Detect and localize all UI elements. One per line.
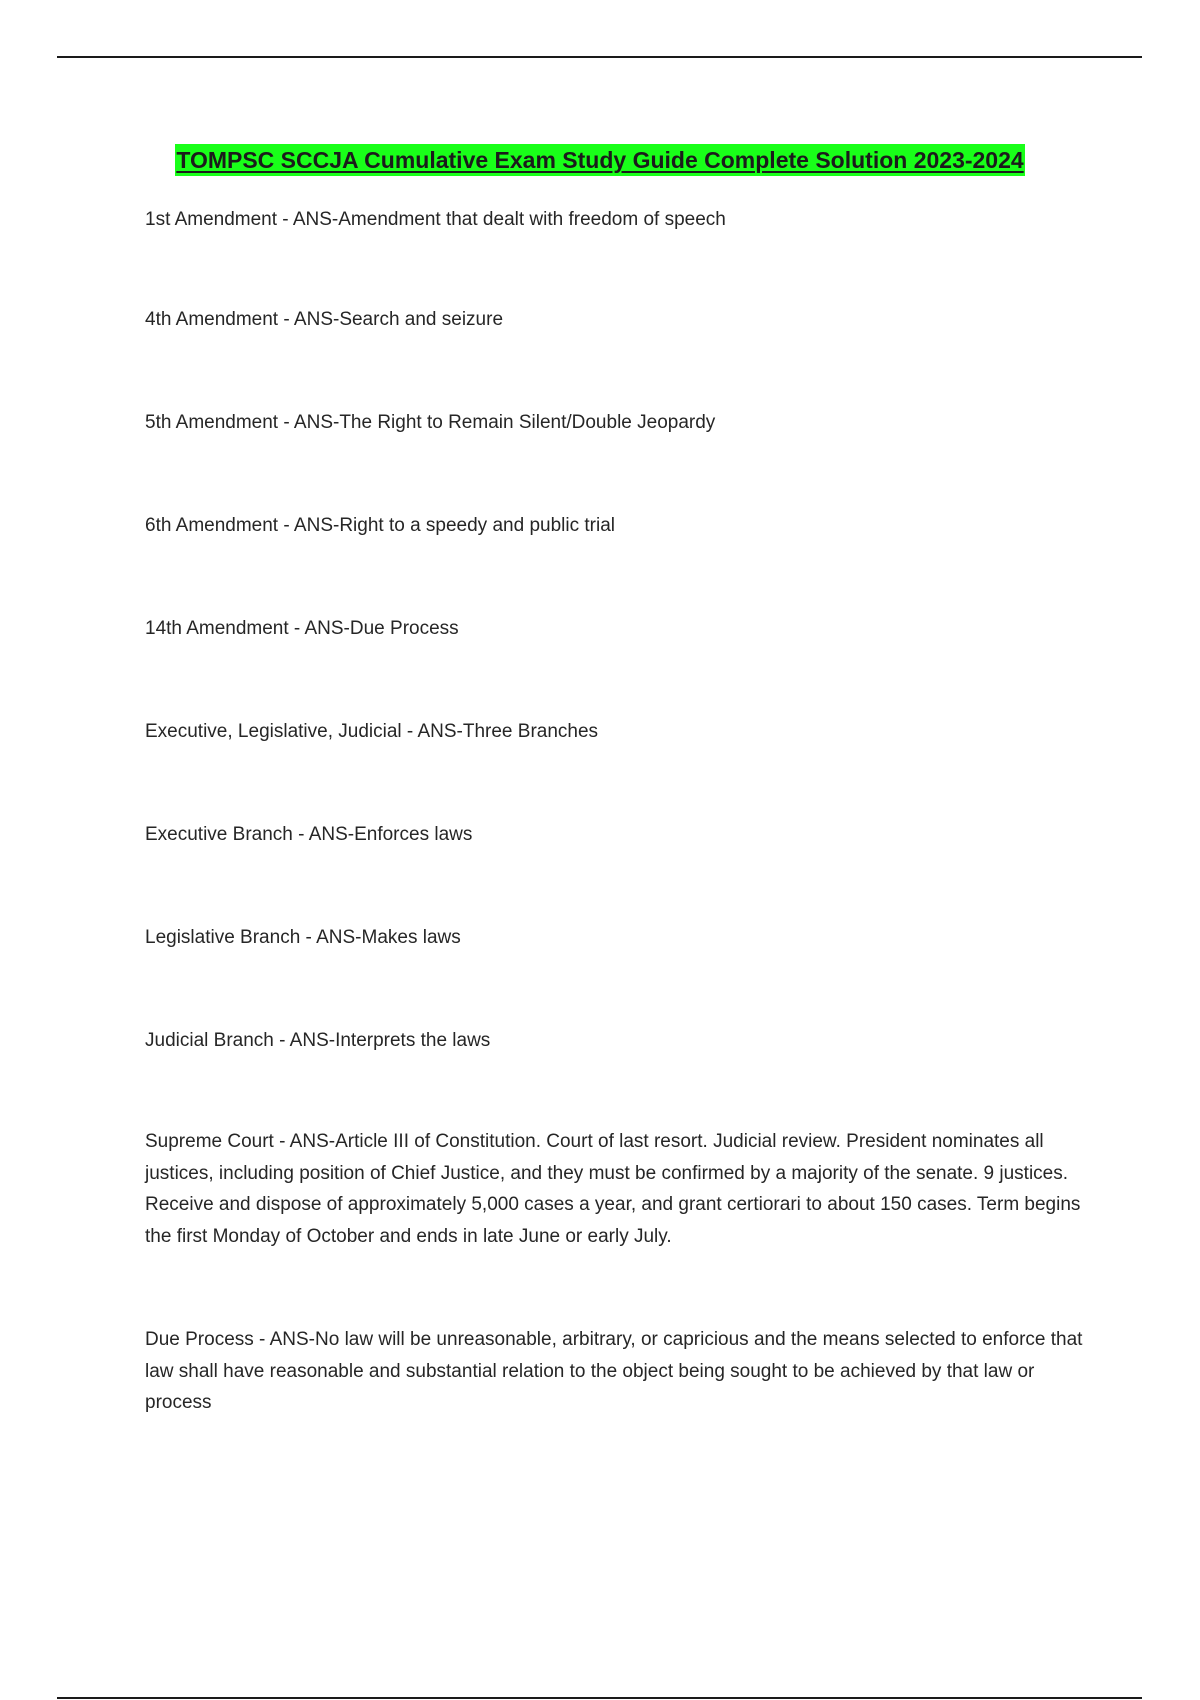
qa-entry-4th-amendment: 4th Amendment - ANS-Search and seizure <box>145 309 504 330</box>
qa-entry-supreme-court: Supreme Court - ANS-Article III of Constitution. Court of last resort. Judicial review. President nominates all justices, including position of Chief Justice, and they must be confirmed by a majority of the senate. 9 justices. Receive and dispose of approximately 5,000 cases a year, and grant certiorari to about 150 cases. Term begins the first Monday of October and ends in late June or early July. <box>145 1131 1081 1247</box>
qa-entry-5th-amendment: 5th Amendment - ANS-The Right to Remain Silent/Double Jeopardy <box>145 412 716 433</box>
qa-entry-three-branches: Executive, Legislative, Judicial - ANS-Three Branches <box>145 721 599 742</box>
qa-entry-1st-amendment: 1st Amendment - ANS-Amendment that dealt with freedom of speech <box>145 209 726 230</box>
qa-entry-due-process: Due Process - ANS-No law will be unreasonable, arbitrary, or capricious and the means selected to enforce that law shall have reasonable and substantial relation to the object being sought to be achieved by that law or process <box>145 1329 1083 1413</box>
header-rule <box>57 56 1142 58</box>
qa-entry-judicial-branch: Judicial Branch - ANS-Interprets the laws <box>145 1030 491 1051</box>
document-title: TOMPSC SCCJA Cumulative Exam Study Guide Complete Solution 2023-2024 <box>175 144 1024 176</box>
qa-entry-legislative-branch: Legislative Branch - ANS-Makes laws <box>145 927 461 948</box>
footer-rule <box>57 1697 1142 1699</box>
qa-entry-executive-branch: Executive Branch - ANS-Enforces laws <box>145 824 473 845</box>
qa-entry-6th-amendment: 6th Amendment - ANS-Right to a speedy and public trial <box>145 515 615 536</box>
qa-entry-14th-amendment: 14th Amendment - ANS-Due Process <box>145 618 459 639</box>
title-container <box>0 144 1200 176</box>
